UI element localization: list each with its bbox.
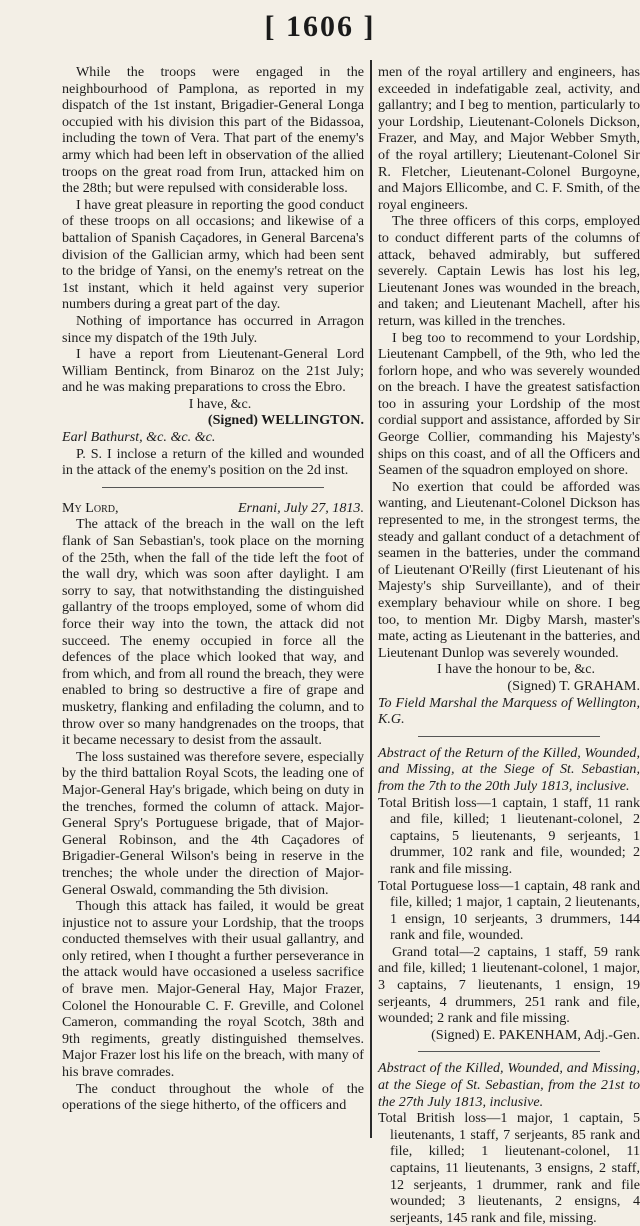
paragraph: The attack of the breach in the wall on the left flank of San Sebastian's, took place on the morning of the 25th, when the fall of the tide left the foot of the wall dry, which was soon after daylight. I am sorry to say, that notwithstanding the distinguished gallantry of the troops employed, some of whom did force their way into the town, the attack did not succeed. The enemy occupied in force all the defences of the place which looked that way, and from which, and from all round the breach, they were enabled to bring so destructive a fire of grape and musketry, flanking and enfilading the column, and to throw over so many handgrenades on the troops, that it became necessary to desist from the assault. [62,516,364,749]
abstract-title: Abstract of the Killed, Wounded, and Missing, at the Siege of St. Sebastian, from the 21st to the 27th July 1813, inclusive. [378,1060,640,1110]
paragraph: The three officers of this corps, employed to conduct different parts of the columns of attack, behaved admirably, but suffered severely. Captain Lewis has lost his leg, Lieutenant Jones was wounded in the breach, and taken; and Lieutenant Machell, after his return, was killed in the trenches. [378,213,640,329]
right-column [378,64,640,1226]
paragraph: Nothing of importance has occurred in Arragon since my dispatch of the 19th July. [62,312,364,346]
paragraph: Though this attack has failed, it would be great injustice not to assure your Lordship, that the troops conducted themselves with their usual gallantry, and only retired, when I thought a further perseverance in the attack would have occasioned a useless sacrifice of brave men. Major-General Hay, Major Frazer, Colonel the Honourable C. F. Greville, and Colonel Cameron, commanding the royal Scotch, 38th and 9th regiments, greatly distinguished themselves. Major Frazer lost his life on the breach, with many of his brave comrades. [62,898,364,1081]
signature: (Signed) WELLINGTON. [207,412,364,429]
abstract-entry: Total Portuguese loss—1 captain, 48 rank and file, killed; 1 major, 1 captain, 2 lieutenants, 1 ensign, 10 serjeants, 3 drummers, 144 rank and file, wounded. [378,877,640,944]
abstract-signature: (Signed) E. PAKENHAM, Adj.-Gen. [431,1026,640,1043]
paragraph: men of the royal artillery and engineers, has exceeded in indefatigable zeal, activity, and gallantry; and I beg to mention, particularly to your Lordship, Lieutenant-Colonels Dickson, Frazer, and May, and Major Webber Smyth, of the royal artillery; Lieutenant-Colonel Sir R. Fletcher, Lieutenant-Colonel Burgoyne, and Majors Ellicombe, and C. F. Smith, of the royal engineers. [378,64,640,213]
addressee: Earl Bathurst, &c. &c. &c. [62,429,216,446]
paragraph: I beg too to recommend to your Lordship, Lieutenant Campbell, of the 9th, who led the forlorn hope, and who was severely wounded on the breach. I have the greatest satisfaction too in assuring your Lordship of the most cordial support and assistance, afforded by Sir George Collier, commanding his Majesty's ships on this coast, and of all the Officers and Seamen of the squadron employed on shore. [378,329,640,479]
paragraph: I have a report from Lieutenant-General Lord William Bentinck, from Binaroz on the 21st July; and he was making preparations to cross the Ebro. [62,346,364,396]
left-column [62,64,364,1138]
separator [418,736,600,737]
abstract-entry: Total British loss—1 captain, 1 staff, 11 rank and file, killed; 1 lieutenant-colonel, 2 captains, 5 lieutenants, 9 serjeants, 1 drummer, 102 rank and file, wounded; 2 rank and file missing. [378,794,640,877]
closing: I have the honour to be, &c. [436,661,596,678]
column-divider [370,60,372,1138]
abstract-entry: Total British loss—1 major, 1 captain, 5 lieutenants, 1 staff, 7 serjeants, 85 rank and file, killed; 1 lieutenant-colonel, 11 captains, 11 lieutenants, 3 ensigns, 2 staff, 12 serjeants, 1 drummer, rank and file wounded; 3 lieutenants, 2 ensigns, 4 serjeants, 145 rank and file, missing. [378,1110,640,1226]
place-date: Ernani, July 27, 1813. [237,499,364,516]
abstract-entry: Grand total—2 captains, 1 staff, 59 rank and file, killed; 1 lieutenant-colonel, 1 major, 3 captains, 7 lieutenants, 1 ensign, 19 serjeants, 4 drummers, 251 rank and file, wounded; 2 rank and file missing. [378,943,640,1027]
paragraph: I have great pleasure in reporting the good conduct of these troops on all occasions; and likewise of a battalion of Spanish Caçadores, in General Barcena's division of the Gallician army, which had been sent to the bridge of Yansi, on the enemy's retreat on the 1st instant, which it held against very superior numbers during a great part of the day. [62,196,364,313]
signature: (Signed) T. GRAHAM. [507,677,640,694]
separator [102,487,324,488]
addressee: To Field Marshal the Marquess of Wellington, K.G. [378,694,640,728]
abstract-title: Abstract of the Return of the Killed, Wounded, and Missing, at the Siege of St. Sebastian, from the 7th to the 20th July 1813, inclusive. [378,744,640,794]
page-number: [ 1606 ] [264,10,376,43]
paragraph: The loss sustained was therefore severe, especially by the third battalion Royal Scots, the leading one of Major-General Hay's brigade, which being on duty in the trenches, formed the column of attack. Major-General Spry's Portuguese brigade, that of Major-General Robinson, and the 4th Caçadores of Brigadier-General Wilson's being in reserve in the trenches; the whole under the direction of Major-General Oswald, commanding the 5th division. [62,748,364,898]
dateline [62,500,364,517]
separator [418,1051,600,1052]
paragraph: No exertion that could be afforded was wanting, and Lieutenant-Colonel Dickson has represented to me, in the strongest terms, the steady and gallant conduct of a detachment of seamen in the batteries, under the command of Lieutenant O'Reilly (first Lieutenant of his Majesty's ship Surveillante), and of their exemplary behaviour while on shore. I beg too, to mention Mr. Digby Marsh, master's mate, acting as Lieutenant in the batteries, and Lieutenant Dunlop was severely wounded. [378,478,640,661]
salutation: My Lord, [62,499,119,516]
paragraph: The conduct throughout the whole of the operations of the siege hitherto, of the officers and [62,1080,364,1114]
closing: I have, &c. [188,395,252,412]
postscript: P. S. I inclose a return of the killed and wounded in the attack of the enemy's position on the 2d inst. [62,445,364,479]
paragraph: While the troops were engaged in the neighbourhood of Pamplona, as reported in my dispatch of the 1st instant, Brigadier-General Longa occupied with his division this part of the Bidassoa, including the town of Vera. That part of the enemy's army which had been left in observation of the allied troops on the great road from Irun, attacked him on the 28th; but were repulsed with considerable loss. [62,64,364,197]
